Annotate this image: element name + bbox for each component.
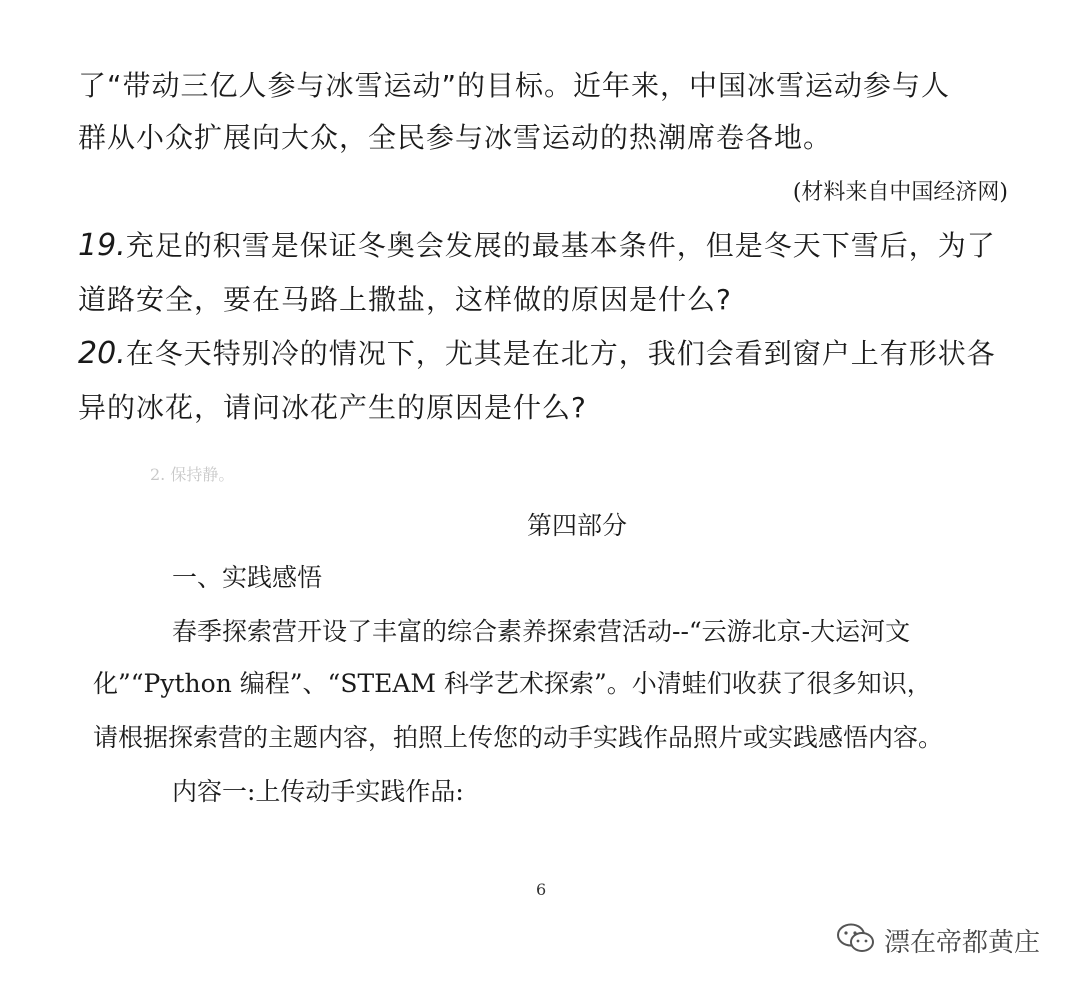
content-one-label: 内容一:上传动手实践作品:	[172, 777, 464, 806]
section-subheading: 一、实践感悟	[172, 563, 323, 592]
watermark-text: 漂在帝都黄庄	[884, 928, 1041, 958]
question-20-line-1	[78, 332, 996, 372]
question-19-line-1	[78, 224, 996, 264]
faint-note: 2. 保持静。	[150, 465, 235, 484]
material-line-2: 群从小众扩展向大众，全民参与冰雪运动的热潮席卷各地。	[78, 121, 833, 154]
question-19-number: 19.	[78, 228, 126, 263]
paragraph-line-1: 春季探索营开设了丰富的综合素养探索营活动--“云游北京-大运河文	[172, 617, 911, 646]
paragraph-line-2: 化”“Python 编程”、“STEAM 科学艺术探索”。小清蛙们收获了很多知识，	[93, 669, 932, 698]
page-number: 6	[536, 880, 547, 899]
question-20-line-2: 异的冰花，请问冰花产生的原因是什么?	[78, 391, 587, 424]
question-20-text: 在冬天特别冷的情况下，尤其是在北方，我们会看到窗户上有形状各	[125, 337, 996, 370]
part-heading: 第四部分	[527, 511, 628, 540]
question-19-line-2: 道路安全，要在马路上撒盐，这样做的原因是什么?	[78, 283, 732, 316]
question-19-text: 充足的积雪是保证冬奥会发展的最基本条件，但是冬天下雪后，为了	[125, 229, 996, 262]
question-20-number: 20.	[78, 336, 126, 371]
material-line-1: 了“带动三亿人参与冰雪运动”的目标。近年来，中国冰雪运动参与人	[78, 69, 951, 102]
material-source: (材料来自中国经济网)	[792, 180, 1008, 205]
wechat-icon	[836, 922, 876, 956]
paragraph-line-3: 请根据探索营的主题内容，拍照上传您的动手实践作品照片或实践感悟内容。	[93, 723, 944, 752]
